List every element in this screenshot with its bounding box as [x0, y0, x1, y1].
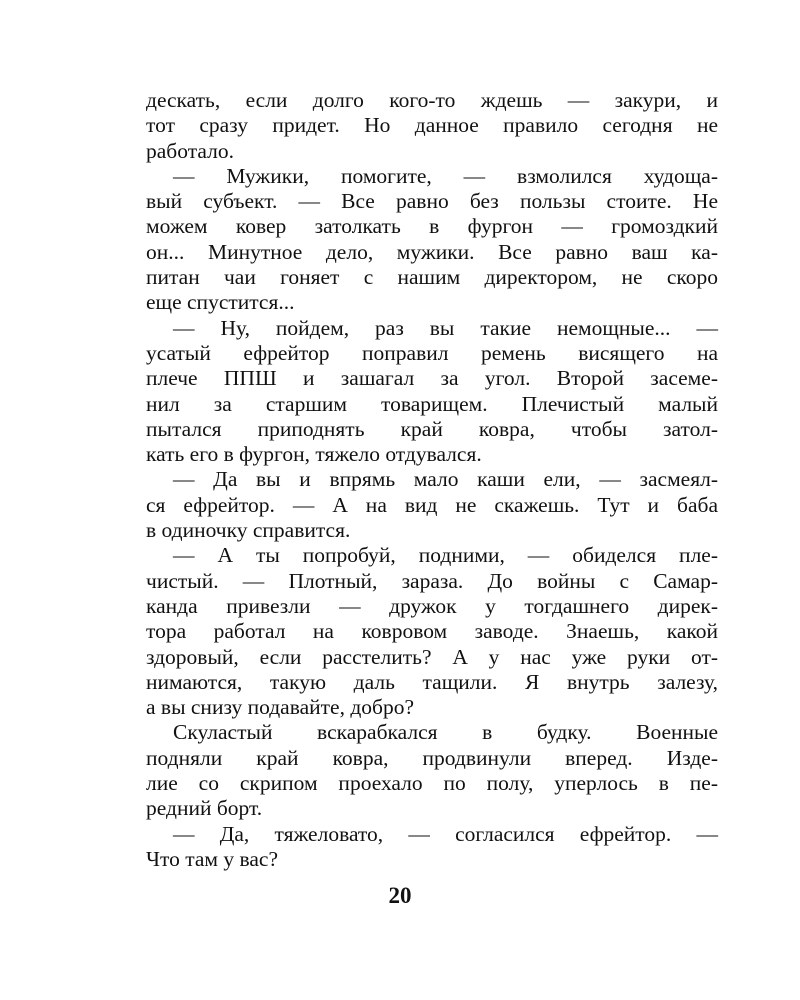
text-line: нил за старшим товарищем. Плечистый малый [146, 391, 718, 416]
text-line: — Да, тяжеловато, — согласился ефрейтор. — [173, 821, 718, 846]
text-line: — Да вы и впрямь мало каши ели, — засмеял- [173, 467, 718, 492]
text-line: чистый. — Плотный, зараза. До войны с Самар- [146, 568, 718, 593]
text-line: вый субъект. — Все равно без пользы стоите. Не [146, 189, 718, 214]
paragraph [146, 822, 718, 873]
paragraph [146, 467, 718, 543]
paragraph [146, 720, 718, 821]
text-line: канда привезли — дружок у тогдашнего дирек- [146, 593, 718, 618]
text-line: пытался приподнять край ковра, чтобы затол- [146, 416, 718, 441]
text-line: дескать, если долго кого-то ждешь — закури, и [146, 88, 718, 112]
paragraph [146, 164, 718, 316]
text-line: а вы снизу подавайте, добро? [146, 695, 415, 720]
text-line: ся ефрейтор. — А на вид не скажешь. Тут и баба [146, 492, 718, 517]
text-line: подняли край ковра, продвинули вперед. Изде- [146, 745, 718, 770]
text-line: тора работал на ковровом заводе. Знаешь, какой [146, 619, 718, 644]
text-line: кать его в фургон, тяжело отдувался. [146, 442, 482, 467]
text-line: в одиночку справится. [146, 518, 351, 543]
text-line: тот сразу придет. Но данное правило сегодня не [146, 113, 718, 138]
text-line: он... Минутное дело, мужики. Все равно ваш ка- [146, 239, 718, 264]
paragraph [146, 543, 718, 720]
text-line: можем ковер затолкать в фургон — громоздкий [146, 214, 718, 239]
page-number: 20 [388, 883, 412, 908]
text-line: здоровый, если расстелить? А у нас уже руки от- [146, 644, 718, 669]
text-line: питан чаи гоняет с нашим директором, не скоро [146, 265, 718, 290]
text-line: еще спустится... [146, 290, 295, 315]
text-line: нимаются, такую даль тащили. Я внутрь залезу, [146, 669, 718, 694]
text-line: — Ну, пойдем, раз вы такие немощные... — [173, 315, 718, 340]
text-line: — А ты попробуй, подними, — обиделся пле- [173, 543, 718, 568]
text-line: усатый ефрейтор поправил ремень висящего на [146, 340, 718, 365]
text-line: плече ППШ и зашагал за угол. Второй засеме- [146, 366, 718, 391]
text-line: Что там у вас? [146, 846, 279, 871]
book-page-text [146, 88, 718, 872]
text-line: редний борт. [146, 796, 263, 821]
paragraph [146, 88, 718, 164]
paragraph [146, 316, 718, 468]
text-line: лие со скрипом проехало по полу, уперлось в пе- [146, 771, 718, 796]
text-line: Скуластый вскарабкался в будку. Военные [173, 720, 718, 745]
text-line: работало. [146, 138, 234, 163]
text-line: — Мужики, помогите, — взмолился худоща- [173, 163, 718, 188]
